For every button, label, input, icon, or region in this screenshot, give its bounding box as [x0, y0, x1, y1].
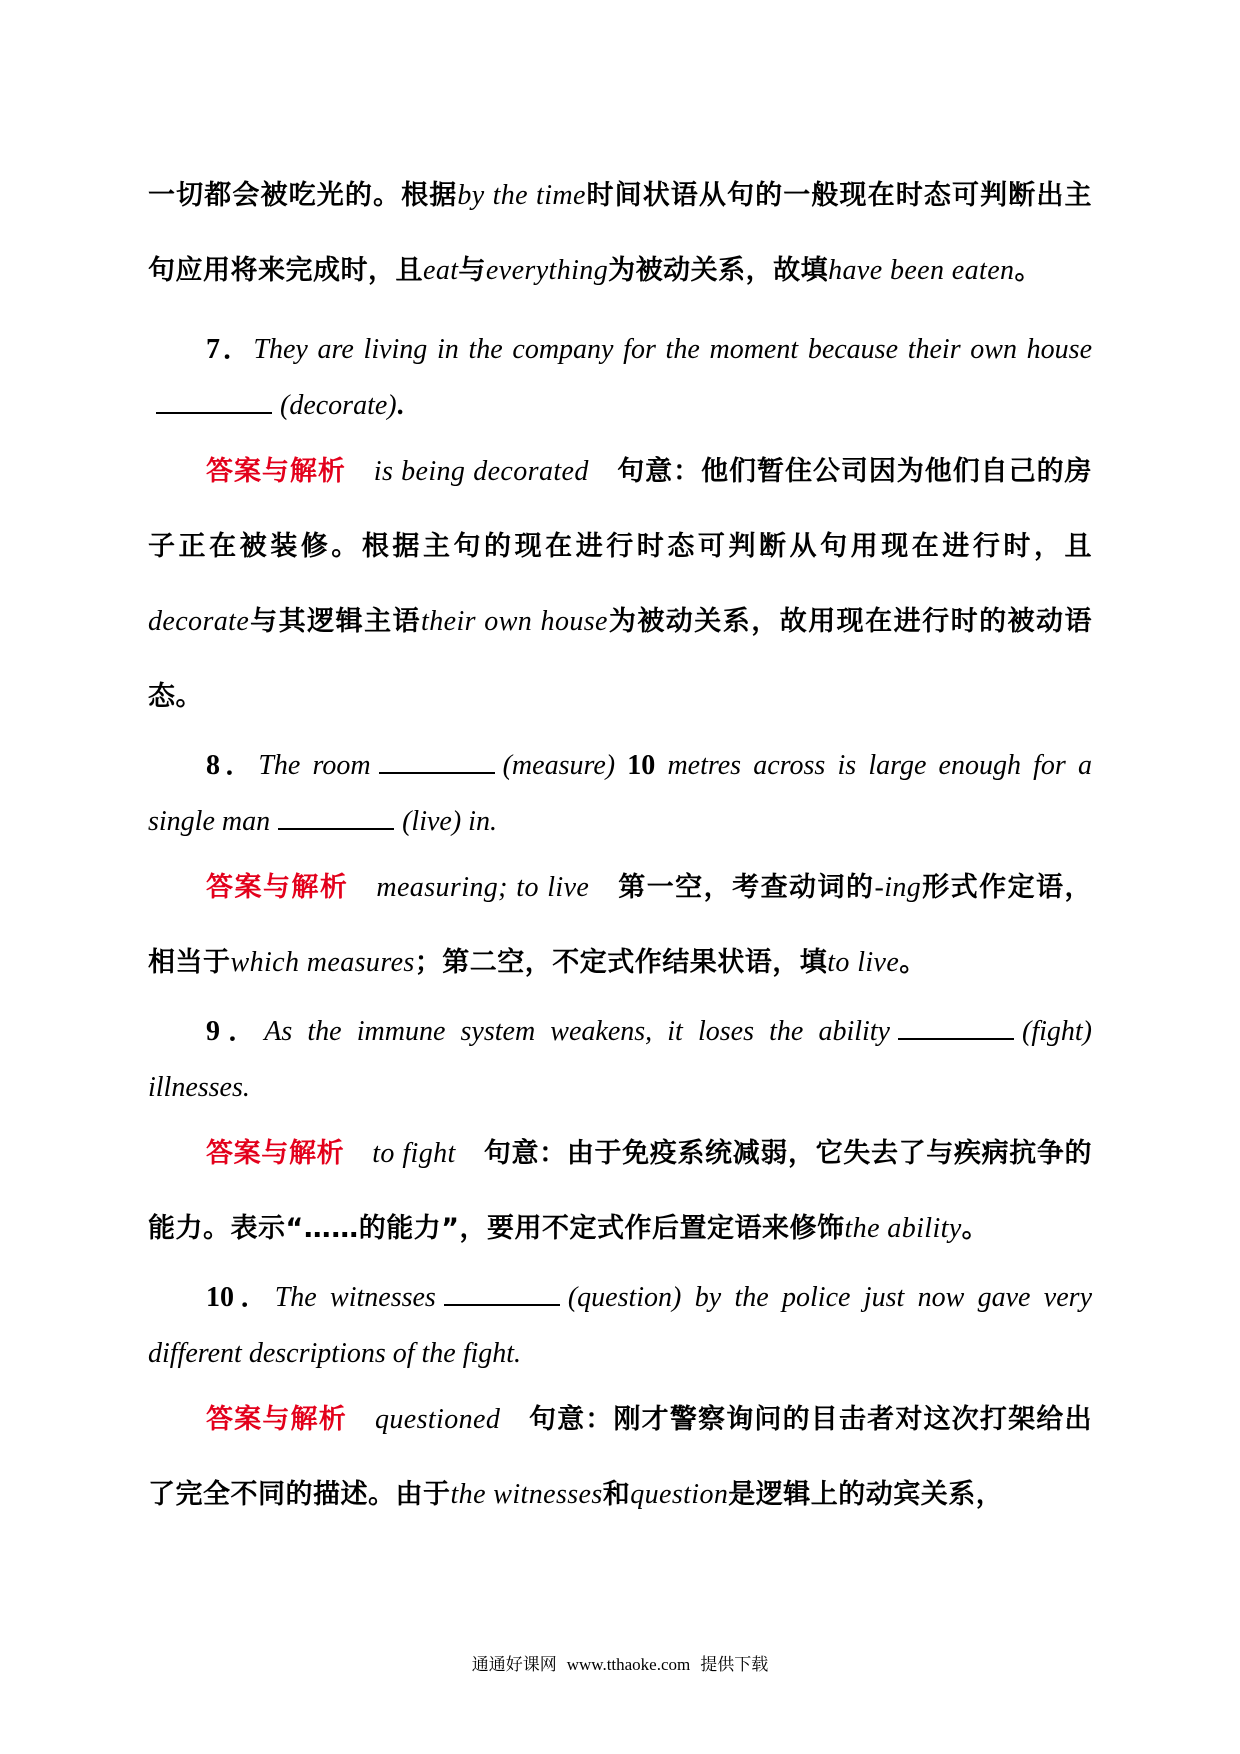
- question-text: The room: [258, 750, 371, 781]
- q6-explanation-continued: [148, 158, 1092, 308]
- answer-tag: 答案与解析: [206, 456, 346, 487]
- exp-text: 。: [961, 1213, 990, 1244]
- exp-english: have been eaten: [828, 255, 1015, 286]
- question-7: [148, 322, 1092, 434]
- exp-english: their own house: [421, 606, 608, 637]
- question-8: [148, 738, 1092, 850]
- exp-text: 形式作定语，相当于: [148, 872, 1093, 978]
- question-10: [148, 1270, 1092, 1382]
- exp-text: 句意：刚才警察询问的目击者对这次打架给出了完全不同的描述。由于: [148, 1404, 1092, 1510]
- exp-text: 与其逻辑主语: [249, 606, 422, 637]
- footer-suffix: 提供下载: [700, 1655, 769, 1675]
- exp-english: to live: [827, 947, 900, 978]
- answer-blank: [156, 411, 272, 414]
- exp-text: 是逻辑上的动宾关系，: [728, 1479, 1004, 1510]
- question-text: metres across is large enough for a single man: [148, 750, 1092, 837]
- answer-blank: [444, 1303, 560, 1306]
- question-hint: (decorate): [280, 390, 397, 421]
- answer-blank: [898, 1037, 1014, 1040]
- exp-english: the witnesses: [450, 1479, 603, 1510]
- answer-7: [148, 434, 1092, 734]
- exp-english: the ability: [844, 1213, 962, 1244]
- answer-10: [148, 1382, 1092, 1532]
- exp-english: decorate: [148, 606, 250, 637]
- exp-english: question: [630, 1479, 729, 1510]
- document-page: [148, 158, 1092, 1532]
- exp-text: 第一空，考查动词的: [617, 872, 875, 903]
- answer-blank: [278, 827, 394, 830]
- question-number: 8．: [206, 750, 259, 781]
- exp-text: ；第二空，不定式作结果状语，填: [414, 947, 828, 978]
- exp-text: 和: [602, 1479, 631, 1510]
- question-hint: (question) by the police just now gave very different descriptions of the fight.: [148, 1282, 1092, 1369]
- question-text: .: [396, 390, 404, 421]
- exp-text: 与: [458, 255, 486, 286]
- footer-url[interactable]: www.tthaoke.com: [566, 1655, 691, 1674]
- exp-text: 句意：他们暂住公司因为他们自己的房子正在被装修。根据主句的现在进行时态可判断从句用现在进行时，且: [148, 456, 1093, 562]
- question-number: 10．: [206, 1282, 275, 1313]
- answer-tag: 答案与解析: [206, 1138, 345, 1169]
- page-footer: [0, 1650, 1240, 1675]
- answer-value: measuring; to live: [376, 872, 590, 903]
- answer-value: to fight: [372, 1138, 456, 1169]
- question-hint: (fight) illnesses.: [148, 1016, 1092, 1103]
- question-text: They are living in the company for the moment because their own house: [253, 334, 1092, 365]
- question-hint: (live) in.: [402, 806, 497, 837]
- exp-english: everything: [485, 255, 609, 286]
- answer-tag: 答案与解析: [206, 1404, 347, 1435]
- exp-english: -ing: [874, 872, 922, 903]
- exp-text: 一切都会被吃光的。根据: [148, 180, 458, 211]
- exp-text: 为被动关系，故填: [608, 255, 829, 286]
- question-9: [148, 1004, 1092, 1116]
- exp-text: 时间状语从句的一般现在时态可判断出主句应用将来完成时，且: [148, 180, 1093, 286]
- answer-8: [148, 850, 1092, 1000]
- answer-blank: [379, 771, 495, 774]
- question-text: As the immune system weakens, it loses the ability: [264, 1016, 890, 1047]
- question-number: 9．: [206, 1016, 265, 1047]
- question-text: The witnesses: [274, 1282, 436, 1313]
- footer-site-name: 通通好课网: [471, 1655, 557, 1675]
- answer-value: questioned: [374, 1404, 501, 1435]
- exp-text: 。: [1014, 255, 1042, 286]
- question-number-inline: 10: [627, 750, 656, 781]
- exp-text: 为被动关系，故用现在进行时的被动语态。: [148, 606, 1093, 712]
- answer-value: is being decorated: [373, 456, 589, 487]
- answer-9: [148, 1116, 1092, 1266]
- exp-text: 句意：由于免疫系统减弱，它失去了与疾病抗争的能力。表示“……的能力”，要用不定式作后置定语来修饰: [148, 1138, 1092, 1244]
- exp-english: by the time: [457, 180, 586, 211]
- exp-english: which measures: [230, 947, 415, 978]
- question-number: 7．: [206, 334, 254, 365]
- question-hint: (measure): [502, 750, 616, 781]
- exp-english: eat: [423, 255, 459, 286]
- exp-text: 。: [899, 947, 927, 978]
- answer-tag: 答案与解析: [206, 872, 349, 903]
